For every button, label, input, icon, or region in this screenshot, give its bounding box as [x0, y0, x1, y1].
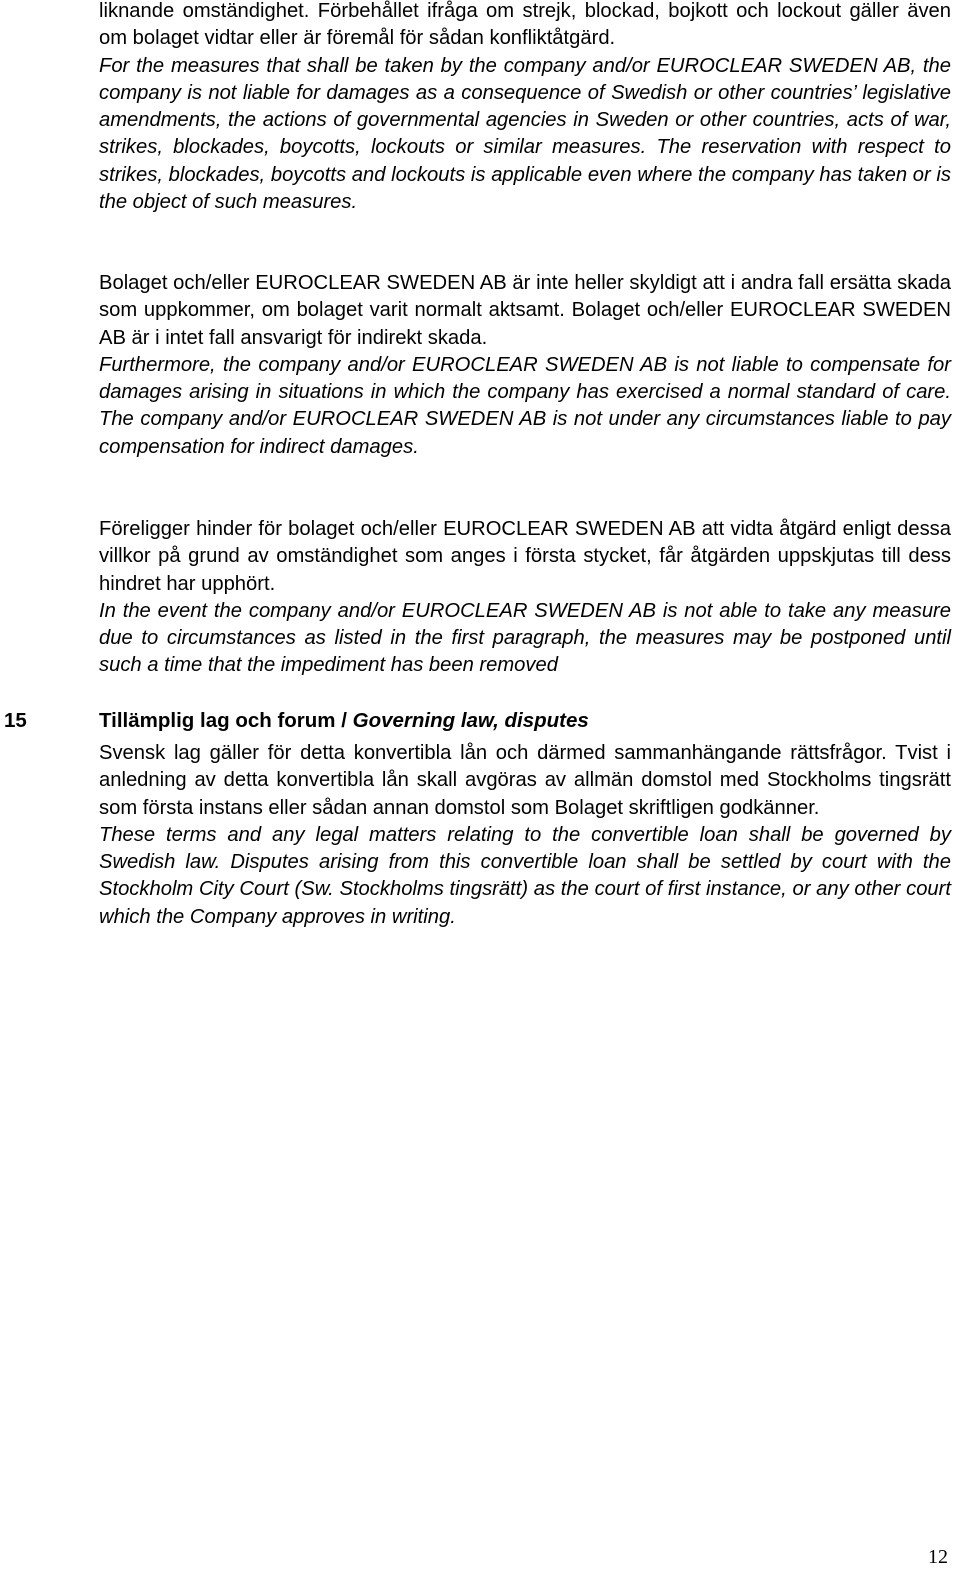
section-15-body: [99, 740, 951, 931]
paragraph-force-majeure: [99, 0, 951, 216]
section-heading-english: Governing law, disputes: [352, 709, 589, 732]
paragraph-text-english: For the measures that shall be taken by the company and/or EUROCLEAR SWEDEN AB, the company is not liable for damages as a consequence of Swedish or other countries’ legislative amendments, the actions of governmental agencies in Sweden or other countries, acts of war, strikes, blockades, boycotts, lockouts or similar measures. The reservation with respect to strikes, blockades, boycotts and lockouts is applicable even where the company has taken or is the object of such measures.: [99, 54, 951, 214]
section-heading: [99, 707, 589, 734]
section-heading-swedish: Tillämplig lag och forum /: [99, 709, 353, 732]
paragraph-text-english: In the event the company and/or EUROCLEAR SWEDEN AB is not able to take any measure due to circumstances as listed in the first paragraph, the measures may be postponed until such a time that the impediment has been removed: [99, 599, 951, 677]
paragraph-text-english: These terms and any legal matters relating to the convertible loan shall be governed by Swedish law. Disputes arising from this convertible loan shall be settled by court with the Stockholm City Court (Sw. Stockholms tingsrätt) as the court of first instance, or any other court which the Company approves in writing.: [99, 823, 951, 928]
paragraph-text-swedish: Föreligger hinder för bolaget och/eller EUROCLEAR SWEDEN AB att vidta åtgärd enligt dessa villkor på grund av omständighet som anges i första stycket, får åtgärden uppskjutas till dess hindret har upphört.: [99, 518, 951, 595]
paragraph-text-swedish: liknande omständighet. Förbehållet ifråga om strejk, blockad, bojkott och lockout gäller även om bolaget vidtar eller är föremål för sådan konfliktåtgärd.: [99, 0, 951, 50]
paragraph-text-swedish: Bolaget och/eller EUROCLEAR SWEDEN AB är inte heller skyldigt att i andra fall ersätta skada som uppkommer, om bolaget varit normalt aktsamt. Bolaget och/eller EUROCLEAR SWEDEN AB är i intet fall ansvarigt för indirekt skada.: [99, 272, 951, 349]
page-number: 12: [928, 1546, 948, 1568]
paragraph-text-english: Furthermore, the company and/or EUROCLEAR SWEDEN AB is not liable to compensate for damages arising in situations in which the company has exercised a normal standard of care. The company and/or EUROCLEAR SWEDEN AB is not under any circumstances liable to pay compensation for indirect damages.: [99, 353, 951, 458]
paragraph-text-swedish: Svensk lag gäller för detta konvertibla lån och därmed sammanhängande rättsfrågor. Tvist i anledning av detta konvertibla lån skall avgöras av allmän domstol med Stockholms tingsrätt som första instans eller sådan annan domstol som Bolaget skriftligen godkänner.: [99, 742, 951, 819]
section-number: 15: [4, 709, 27, 732]
paragraph-liability: [99, 270, 951, 461]
paragraph-impediment: [99, 516, 951, 680]
